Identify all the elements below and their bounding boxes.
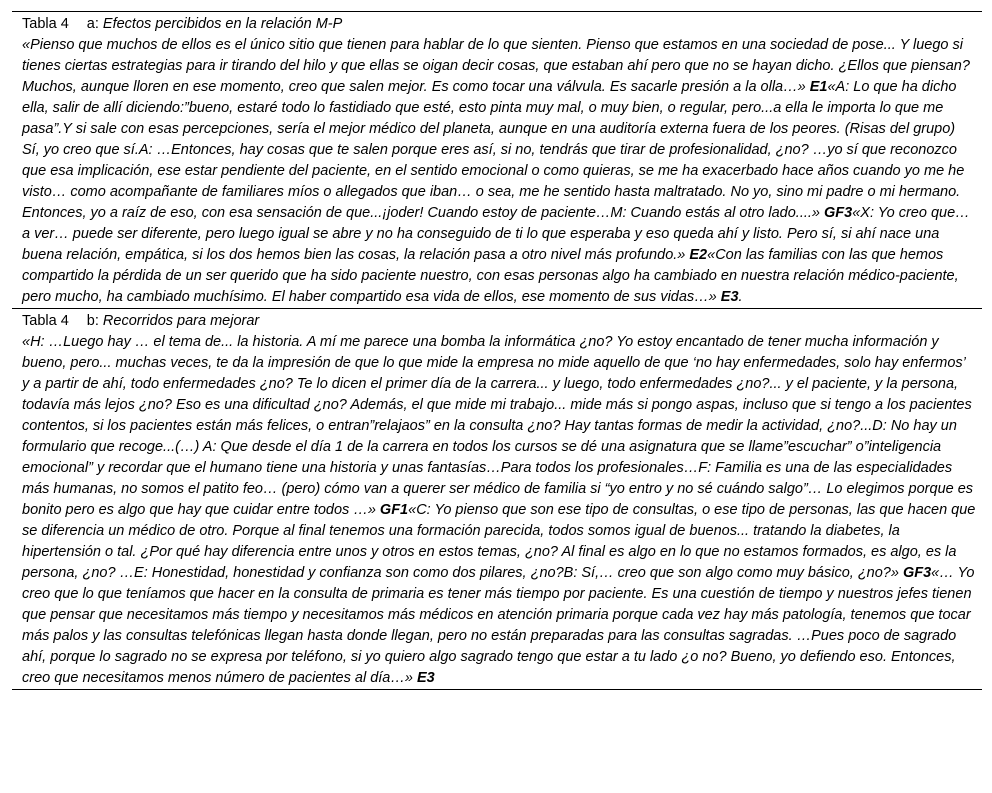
table-a-part: a:	[86, 16, 99, 32]
table-b-title: Recorridos para mejorar	[102, 313, 260, 329]
table-b-quotes	[12, 332, 982, 689]
quote-text: «X: Yo creo que… a ver… puede ser diferente, pero luego igual se abre y no ha conseguido de ti lo que esperaba y eso queda ahí y listo. Pero sí, si ahí nace una buena relación, empática, si los dos hemos bien las cosas, la relación pasa a otro nivel más profundo.»	[22, 205, 970, 263]
quote-tail: .	[738, 289, 743, 305]
quote-text: «Pienso que muchos de ellos es el único sitio que tienen para hablar de lo que sienten. Pienso que estamos en una sociedad de pose... Y luego si tienes ciertas estrategias para ir tirando del hilo y que ellas se oigan decir cosas, que estaban ahí pero que no se hayan dicho. ¿Ellos que piensan? Muchos, aunque lloren en ese momento, creo que salen mejor. Es como tocar una válvula. Es sacarle presión a la olla…»	[22, 37, 970, 95]
table-b-caption	[12, 308, 982, 332]
table-4	[12, 11, 982, 690]
quote-text: «A: Lo que ha dicho ella, salir de allí diciendo:”bueno, estaré todo lo fastidiado que esté, esto pinta muy mal, o muy bien, o regular, pero...a ella le importa lo que me pasa”.Y si sale con esas percepciones, sería el mejor médico del planeta, aunque en una auditoría externa fuera de los peores. (Risas del grupo) Sí, yo creo que sí.A: …Entonces, hay cosas que te salen porque eres así, si no, tendrás que tirar de profesionalidad, ¿no? …yo sí que reconozco que esa implicación, ese estar pendiente del paciente, en el sentido emocional o como quieras, se me ha exacerbado hace años cuando yo me he visto… como acompañante de familiares míos o allegados que iban… o sea, me he sentido hasta maltratado. No yo, sino mi padre o mi hermano. Entonces, yo a raíz de eso, con esa sensación de que...¡joder! Cuando estoy de paciente…M: Cuando estás al otro lado....»	[22, 79, 965, 221]
table-a-quotes	[12, 35, 982, 308]
table-a-label: Tabla 4	[22, 16, 69, 32]
table-b-part: b:	[86, 313, 99, 329]
participant-code: E3	[416, 670, 435, 686]
participant-code: GF3	[902, 565, 932, 581]
participant-code: GF3	[824, 205, 853, 221]
participant-code: E3	[720, 289, 739, 305]
participant-code: GF1	[379, 502, 409, 518]
table-b-label: Tabla 4	[22, 313, 69, 329]
participant-code: E1	[809, 79, 828, 95]
quote-text: «Con las familias con las que hemos compartido la pérdida de un ser querido que ha sido paciente nuestro, con esas personas algo ha cambiado en nuestra relación médico-paciente, pero mucho, ha cambiado muchísimo. El haber compartido esa vida de ellos, ese momento de sus vidas…»	[22, 247, 959, 305]
table-a-caption	[12, 12, 982, 35]
quote-text: «C: Yo pienso que son ese tipo de consultas, o ese tipo de personas, las que hacen que se diferencia un médico de otro. Porque al final tenemos una formación parecida, todos somos igual de buenos... tratando la diabetes, la hipertensión o tal. ¿Por qué hay diferencia entre unos y otros en estos temas, ¿no? Al final es algo en lo que no estamos formados, es algo, es la persona, ¿no? …E: Honestidad, honestidad y confianza son como dos pilares, ¿no?B: Sí,… creo que son algo como muy básico, ¿no?»	[22, 502, 976, 581]
quote-text: «H: …Luego hay … el tema de... la historia. A mí me parece una bomba la informática ¿no? Yo estoy encantado de tener mucha información y bueno, pero... muchas veces, te da la impresión de que lo que mide la empresa no mide aquello de que ‘no hay enfermedades, solo hay enfermos’ y a partir de ahí, todo enfermedades ¿no? Te lo dicen el primer día de la carrera... y luego, todo enfermedades ¿no?... y el paciente, y la persona, todavía más lejos ¿no? Eso es una dificultad ¿no? Además, el que mide mi trabajo... mide más si pongo aspas, incluso que si tengo a los pacientes contentos, si los pacientes están más felices, o entran”relajaos” en la consulta ¿no? Hay tantas formas de medir la actividad, ¿no?...D: No hay un formulario que recoge...(…) A: Que desde el día 1 de la carrera en todos los cursos se dé una asignatura que se llame”escuchar” o”inteligencia emocional” y recordar que el humano tiene una historia y unas fantasías…Para todos los profesionales…F: Familia es una de las especialidades más humanas, no somos el patito feo… (pero) cómo van a querer ser médico de familia si “yo entro y no sé cuándo salgo”… Lo elegimos porque es bonito pero es algo que hay que cuidar entre todos …»	[22, 334, 974, 518]
quote-text: «… Yo creo que lo que teníamos que hacer en la consulta de primaria es tener más tiempo por paciente. Es una cuestión de tiempo y nuestros jefes tienen que pensar que necesitamos más tiempo y necesitamos más médicos en atención primaria porque cada vez hay más patología, tenemos que tocar más palos y las consultas telefónicas llegan hasta donde llegan, pero no están preparadas para las consultas sagradas. …Pues poco de sagrado ahí, porque lo sagrado no se expresa por teléfono, si yo quiero algo sagrado tengo que estar a tu lado ¿o no? Bueno, yo defiendo eso. Entonces, creo que necesitamos menos número de pacientes al día…»	[22, 565, 975, 686]
table-a-title: Efectos percibidos en la relación M-P	[102, 16, 343, 32]
participant-code: E2	[689, 247, 708, 263]
